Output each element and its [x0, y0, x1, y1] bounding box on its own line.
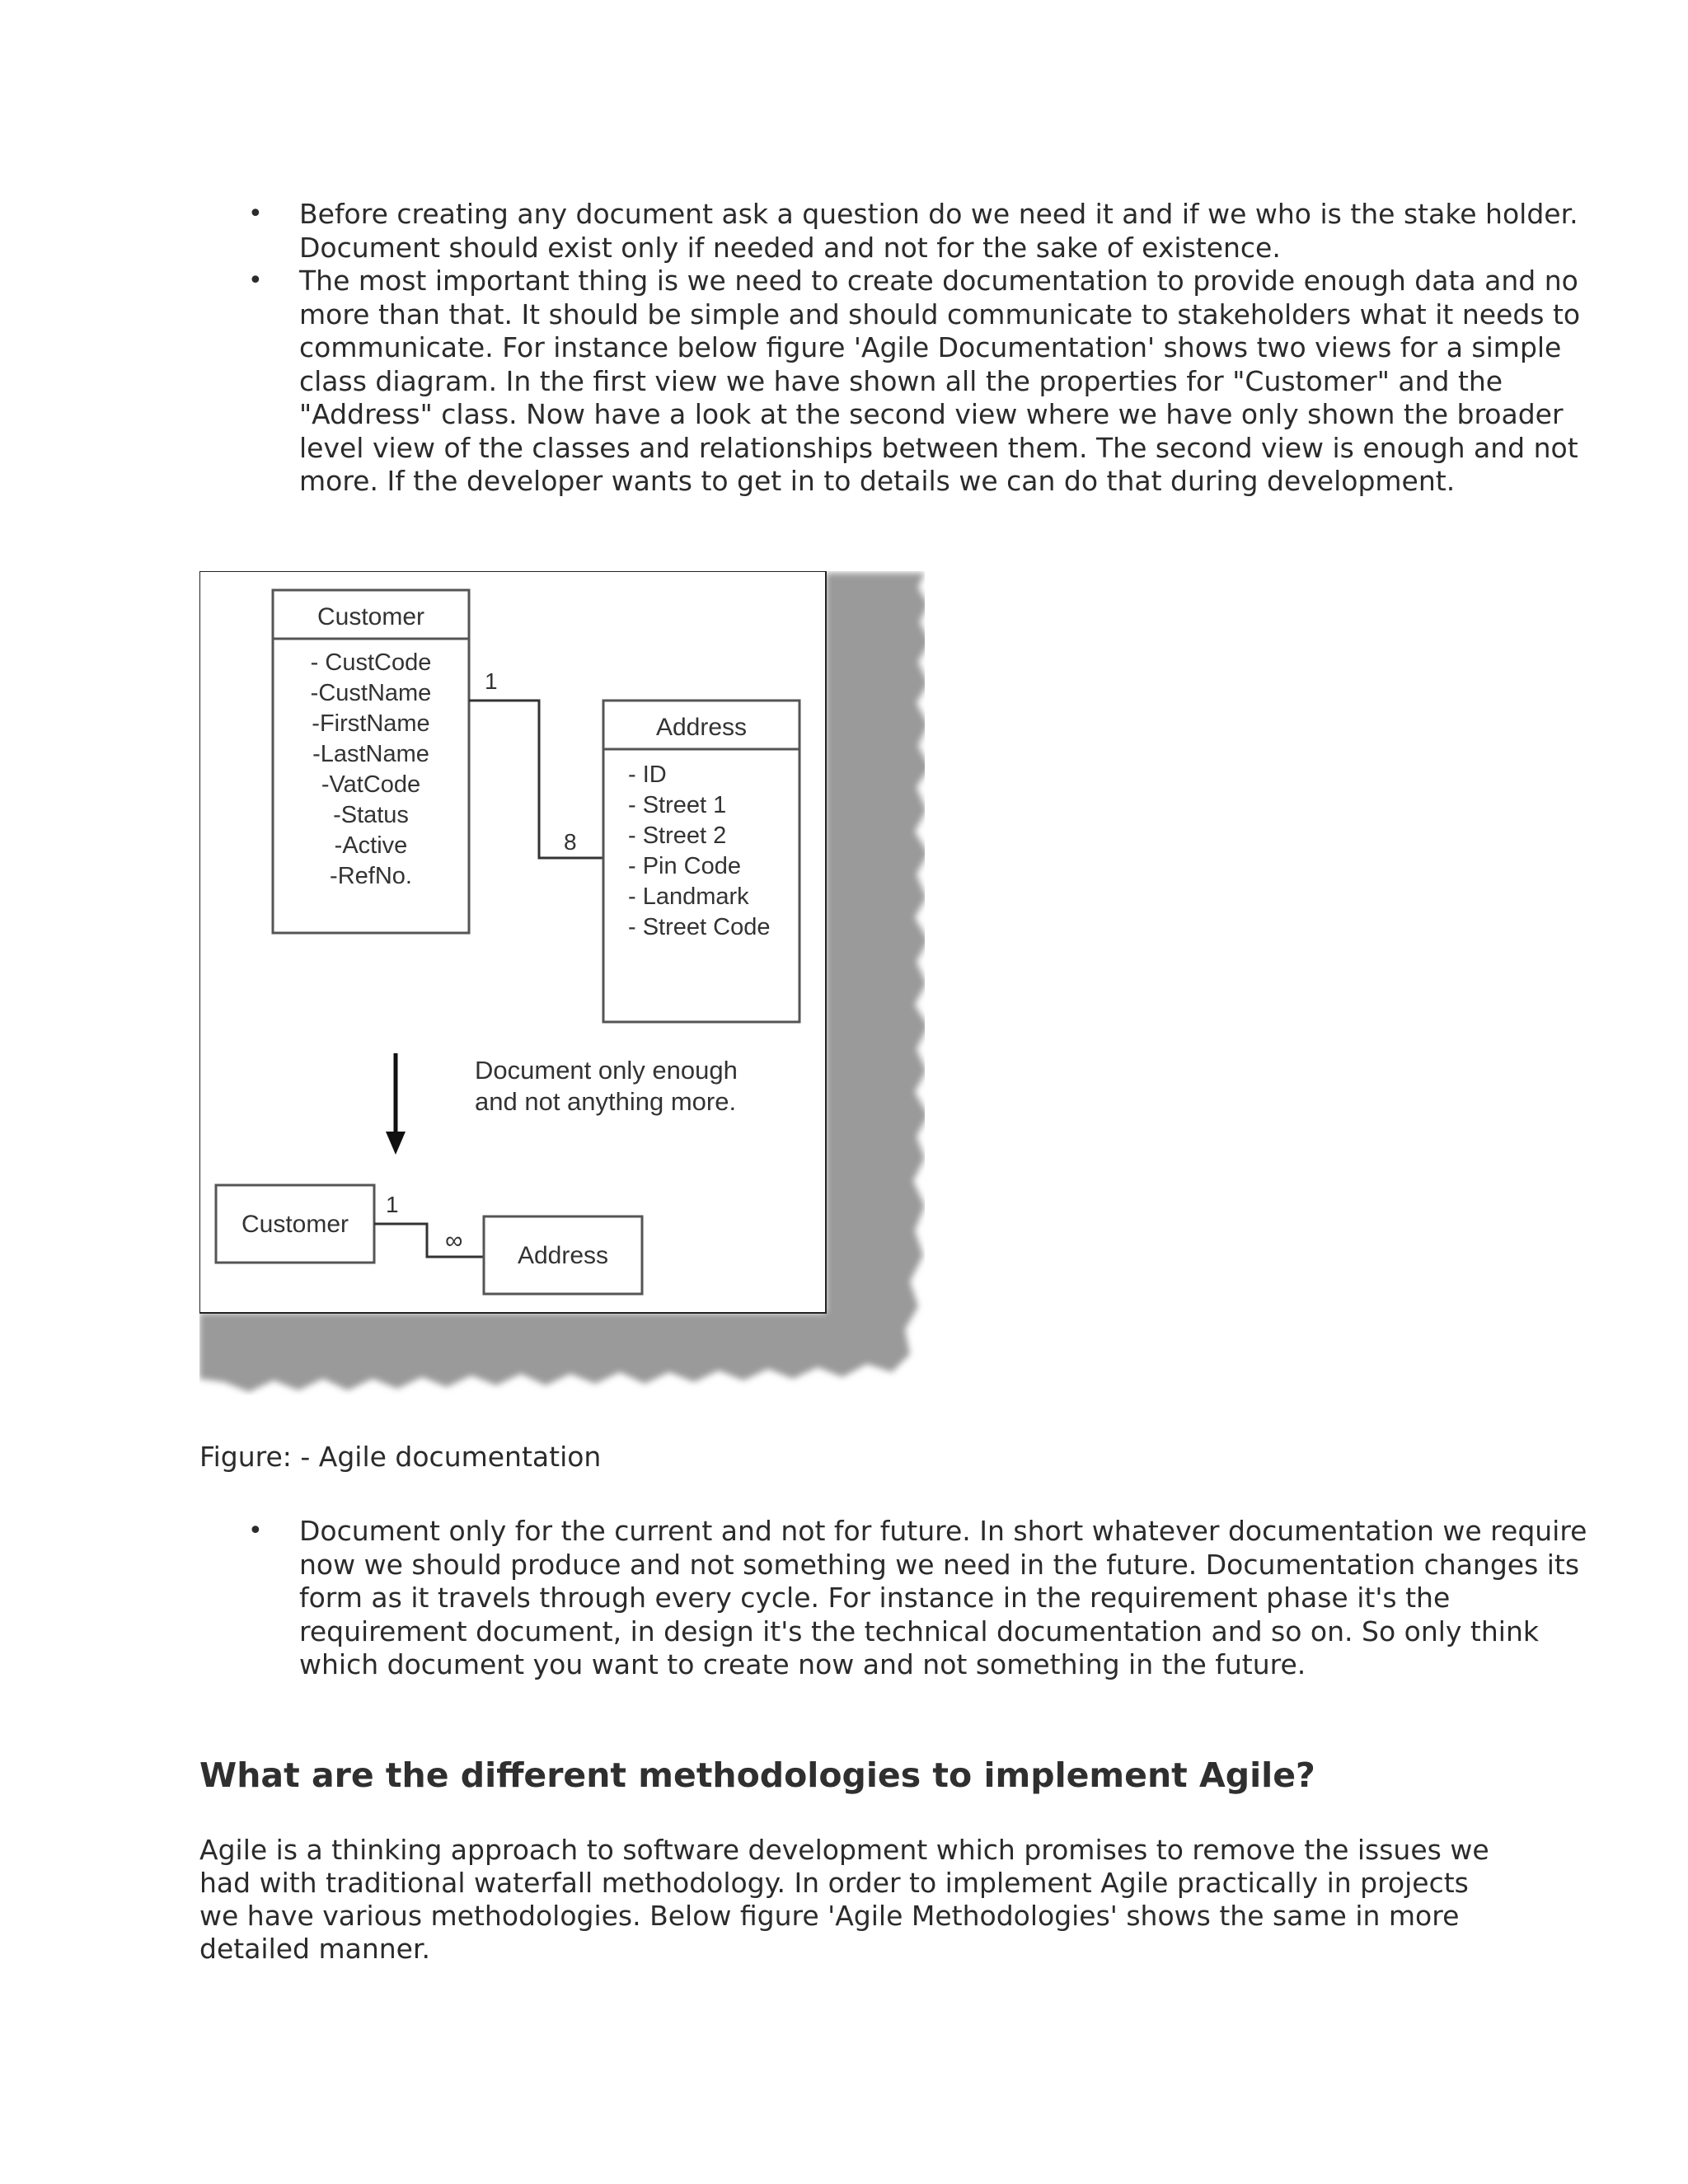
customer-class-title: Customer: [316, 603, 425, 630]
customer-attribute: -FirstName: [312, 710, 430, 737]
simple-multiplicity-address: ∞: [445, 1227, 463, 1254]
address-attribute: - ID: [628, 762, 667, 788]
customer-attribute: - CustCode: [310, 649, 432, 676]
address-attribute: - Pin Code: [628, 853, 742, 879]
figure-caption: Figure: - Agile documentation: [199, 1441, 602, 1473]
customer-attribute: -LastName: [312, 741, 429, 767]
note-line-1: Document only enough: [475, 1056, 738, 1085]
bullet-list-top: [199, 198, 1601, 499]
bullet-item: • Document only for the current and not for future. In short whatever documentation we require now we should produce and not something we need in the future. Documentation changes its form as it travels through every cycle. For instance in the requirement phase it's the requirement document, in design it's the technical documentation and so on. So only think which document you want to create now and not something in the future.: [299, 1515, 1601, 1682]
simple-address-label: Address: [517, 1242, 609, 1269]
simple-customer-label: Customer: [241, 1211, 349, 1238]
address-attribute: - Street 2: [628, 823, 727, 849]
bullet-item: • The most important thing is we need to create documentation to provide enough data and no more than that. It should be simple and should communicate to stakeholders what it needs to communicate. For instance below figure 'Agile Documentation' shows two views for a simple class diagram. In the first view we have shown all the properties for "Customer" and the "Address" class. Now have a look at the second view where we have only shown the broader level view of the classes and relationships between them. The second view is enough and not more. If the developer wants to get in to details we can do that during development.: [299, 265, 1601, 499]
address-class-title: Address: [655, 714, 748, 741]
agile-documentation-figure: [199, 571, 925, 1395]
address-attribute: - Street Code: [628, 914, 771, 940]
address-attribute: - Landmark: [628, 883, 749, 910]
customer-attribute: -Active: [334, 832, 408, 859]
customer-attribute: -Status: [333, 802, 409, 828]
multiplicity-customer: 1: [485, 668, 498, 694]
note-line-2: and not anything more.: [475, 1087, 737, 1116]
address-attribute: - Street 1: [628, 792, 727, 818]
bullet-item: • Before creating any document ask a question do we need it and if we who is the stake holder. Document should exist only if needed and not for the sake of existence.: [299, 198, 1601, 265]
multiplicity-address: 8: [564, 829, 577, 855]
customer-attribute: -RefNo.: [330, 863, 412, 889]
customer-attribute: -CustName: [310, 680, 432, 706]
simple-multiplicity-customer: 1: [386, 1192, 399, 1217]
customer-attribute: -VatCode: [321, 771, 421, 798]
body-paragraph: Agile is a thinking approach to software development which promises to remove the issues we had with traditional waterfall methodology. In order to implement Agile practically in projects we have various methodologies. Below figure 'Agile Methodologies' shows the same in more detailed manner.: [199, 1834, 1489, 1965]
section-heading: What are the different methodologies to implement Agile?: [199, 1755, 1315, 1795]
bullet-list-bottom: [199, 1515, 1601, 1682]
class-diagram: [199, 571, 925, 1395]
